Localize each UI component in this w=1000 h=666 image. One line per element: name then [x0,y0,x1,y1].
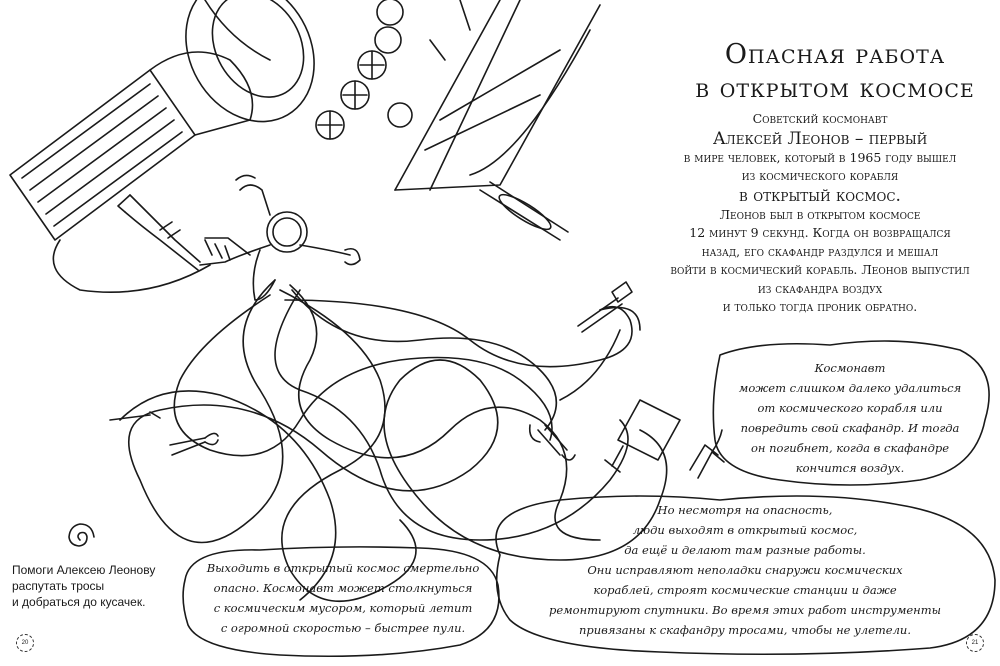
danger-line: Выходить в открытый космос смертельно [206,561,480,575]
spiral-mark [69,524,94,546]
instruction-line: распутать тросы [12,579,105,593]
cosmonaut-illustration [118,175,360,300]
warning-note [730,358,970,478]
story-line: Алексей Леонов – первый [712,128,928,149]
danger-note [188,558,498,638]
warning-line: повредить свой скафандр. И тогда [740,421,960,435]
work-line: кораблей, строят космические станции и даже [593,583,897,597]
page-number-left: 20 [16,634,34,652]
story-text [650,110,990,317]
work-line: ремонтируют спутники. Во время этих работ инструменты [548,603,942,617]
work-line: люди выходят в открытый космос, [632,523,858,537]
story-line: в мире человек, который в 1965 году вышел [683,149,957,165]
story-line: войти в космический корабль. Леонов выпустил [670,262,970,277]
story-line: из скафандра воздух [757,280,883,296]
warning-line: кончится воздух. [795,461,905,475]
danger-line: с огромной скоростью – быстрее пули. [220,621,466,635]
warning-line: Космонавт [814,361,886,375]
work-line: Они исправляют неполадки снаружи космических [587,563,903,577]
puzzle-instruction [12,562,182,610]
story-line: в открытый космос. [739,185,901,206]
work-line: Но несмотря на опасность, [657,503,833,517]
warning-line: он погибнет, когда в скафандре [750,441,950,455]
page-number-right: 21 [966,634,984,652]
story-line: из космического корабля [741,168,899,183]
story-line: назад, его скафандр раздулся и мешал [701,243,939,259]
story-line: Леонов был в открытом космосе [719,206,921,222]
story-line: и только тогда проник обратно. [722,299,918,314]
danger-line: с космическим мусором, который летит [213,601,473,615]
story-line: Советский космонавт [752,111,888,126]
instruction-line: Помоги Алексею Леонову [12,563,156,577]
title-line-1: Опасная работа [724,39,946,70]
story-line: 12 минут 9 секунд. Когда он возвращался [689,225,951,240]
instruction-line: и добраться до кусачек. [12,595,146,609]
page-title [690,38,980,106]
work-note [500,500,990,640]
title-line-2: в открытом космосе [695,73,975,104]
warning-line: от космического корабля или [757,401,943,415]
work-line: привязаны к скафандру тросами, чтобы не улетели. [579,623,911,637]
work-line: да ещё и делают там разные работы. [624,543,866,557]
danger-line: опасно. Космонавт может столкнуться [213,581,473,595]
spacecraft-illustration [10,0,600,240]
warning-line: может слишком далеко удалиться [738,381,962,395]
